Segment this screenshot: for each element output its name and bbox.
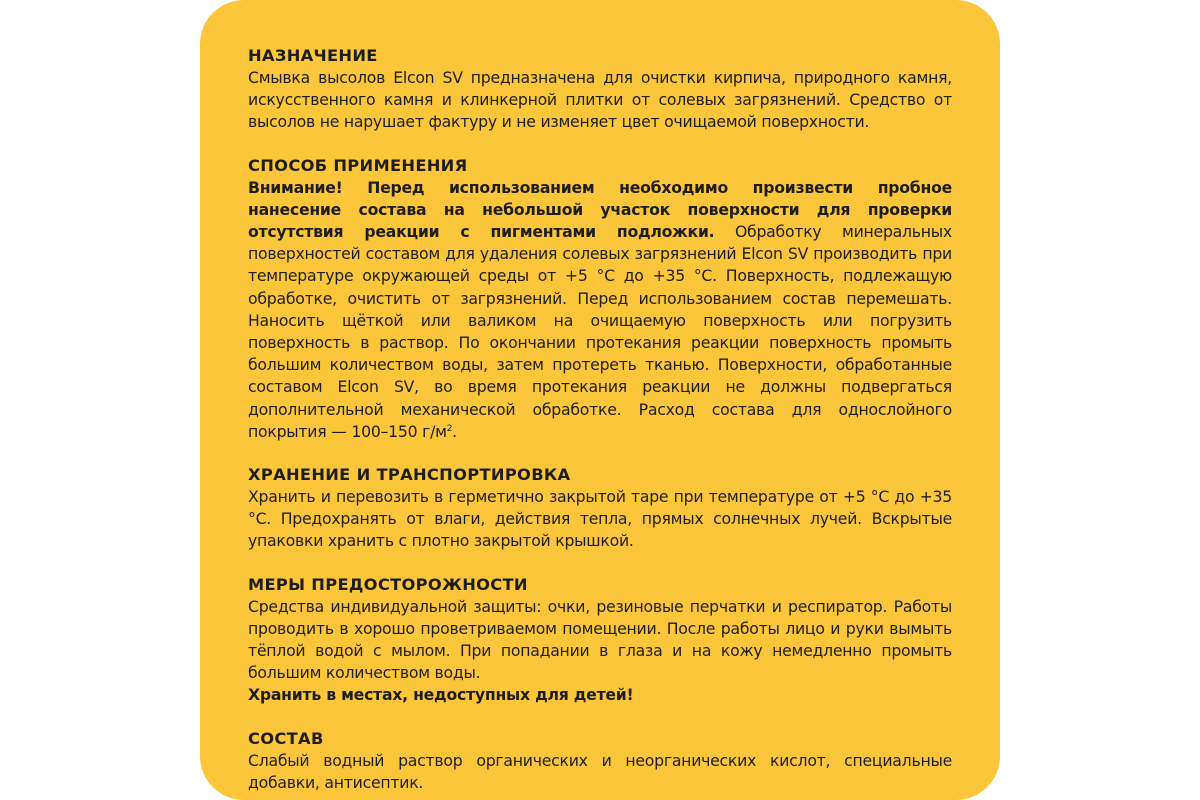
warning-text: Внимание! Перед использованием необходимо произвести пробное нанесение состава на небольшой участок поверхности для проверки отсутствия реакции с пигментами подложки.: [248, 177, 952, 242]
section-heading: МЕРЫ ПРЕДОСТОРОЖНОСТИ: [248, 574, 528, 594]
section-heading: СПОСОБ ПРИМЕНЕНИЯ: [248, 155, 468, 175]
children-warning: Хранить в местах, недоступных для детей!: [248, 685, 634, 705]
section-body: [248, 177, 952, 443]
section-text: Обработку минеральных поверхностей составом для удаления солевых загрязнений Elcon SV производить при температуре окружающей среды от +5 °C до +35 °C. Поверхность, подлежащую обработке, очистить от загрязнений. Перед использованием состав перемешать. Наносить щёткой или валиком на очищаемую поверхность или погрузить поверхность в раствор. По окончании протекания реакции поверхность промыть большим количеством воды, затем протереть тканью. Поверхности, обработанные составом Elcon SV, во время протекания реакции не должны подвергаться дополнительной механической обработке. Расход состава для однослойного покрытия — 100–150 г/м: [248, 222, 952, 441]
superscript: 2: [446, 423, 453, 434]
instructions-card: [200, 0, 1000, 800]
section-application: [248, 154, 952, 443]
section-precautions: [248, 573, 952, 707]
section-heading: СОСТАВ: [248, 728, 324, 748]
section-text: Средства индивидуальной защиты: очки, резиновые перчатки и респиратор. Работы проводить в хорошо проветриваемом помещении. После работы лицо и руки вымыть тёплой водой с мылом. При попадании в глаза и на кожу немедленно промыть большим количеством воды.: [248, 596, 952, 683]
section-composition: [248, 727, 952, 794]
text-end: .: [452, 421, 457, 441]
section-purpose: [248, 44, 952, 134]
section-heading: ХРАНЕНИЕ И ТРАНСПОРТИРОВКА: [248, 465, 571, 485]
section-text: Смывка высолов Elcon SV предназначена для очистки кирпича, природного камня, искусственного камня и клинкерной плитки от солевых загрязнений. Средство от высолов не нарушает фактуру и не изменяет цвет очищаемой поверхности.: [248, 68, 952, 132]
section-storage: [248, 463, 952, 553]
section-text: Хранить и перевозить в герметично закрытой таре при температуре от +5 °C до +35 °C. Предохранять от влаги, действия тепла, прямых солнечных лучей. Вскрытые упаковки хранить с плотно закрытой крышкой.: [248, 487, 952, 551]
section-heading: НАЗНАЧЕНИЕ: [248, 46, 378, 65]
section-text: Слабый водный раствор органических и неорганических кислот, специальные добавки, антисептик.: [248, 750, 952, 792]
